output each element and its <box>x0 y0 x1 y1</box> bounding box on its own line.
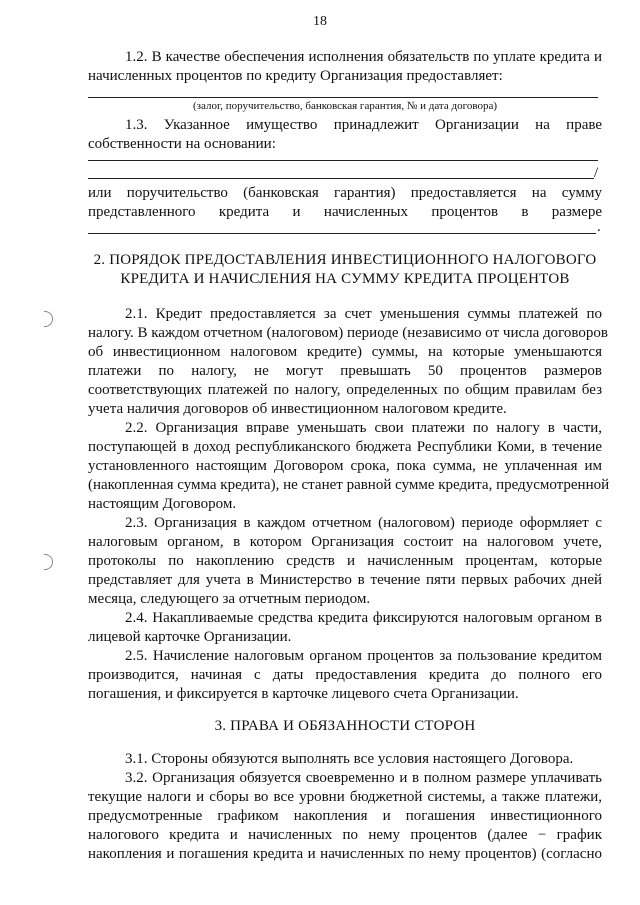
fill-in-line-amount <box>88 233 596 234</box>
paragraph-2-1-line-3: об инвестиционном налоговом кредите) суммы, на которые уменьшаются <box>88 344 602 360</box>
paragraph-2-3-line-5: месяца, следующего за отчетным периодом. <box>88 591 371 607</box>
paragraph-2-2-line-5: настоящим Договором. <box>88 496 237 512</box>
paragraph-2-2-line-2: поступающей в доход республиканского бюджета Республики Коми, в течение <box>88 439 602 455</box>
paragraph-2-1-line-2: налогу. В каждом отчетном (налоговом) периоде (независимо от числа договоров <box>88 325 608 341</box>
paragraph-2-1-line-4: платежи по налогу, не могут превышать 50 процентов размеров <box>88 363 602 379</box>
fill-in-line-basis-1 <box>88 160 598 161</box>
paragraph-2-3-line-1: 2.3. Организация в каждом отчетном (налоговом) периоде оформляет с <box>125 515 602 531</box>
paragraph-2-5-line-2: производится, начиная с даты предоставления кредита до полного его <box>88 667 602 683</box>
paragraph-2-5-line-3: погашения, и фиксируется в карточке лицевого счета Организации. <box>88 686 519 702</box>
section-3-heading: 3. ПРАВА И ОБЯЗАННОСТИ СТОРОН <box>214 718 476 734</box>
paragraph-1-3-cont-line-1: или поручительство (банковская гарантия) предоставляется на сумму <box>88 185 602 201</box>
paragraph-2-5-line-1: 2.5. Начисление налоговым органом процентов за пользование кредитом <box>125 648 602 664</box>
paragraph-2-3-line-2: налоговым органом, в котором Организация состоит на налоговом учете, <box>88 534 602 550</box>
paragraph-2-2-line-3: установленного настоящим Договором срока, пока сумма, не уплаченная им <box>88 458 602 474</box>
paragraph-1-2-line-1: 1.2. В качестве обеспечения исполнения обязательств по уплате кредита и <box>125 49 602 65</box>
paragraph-2-2-line-1: 2.2. Организация вправе уменьшать свои платежи по налогу в части, <box>125 420 602 436</box>
margin-mark <box>44 311 53 327</box>
paragraph-2-1-line-5: соответствующих платежей по налогу, определенных по общим правилам без <box>88 382 602 398</box>
paragraph-1-3-line-1: 1.3. Указанное имущество принадлежит Организации на праве <box>125 117 602 133</box>
slash-mark: / <box>594 165 599 181</box>
page-number: 18 <box>313 14 327 29</box>
paragraph-3-2-line-1: 3.2. Организация обязуется своевременно и в полном размере уплачивать <box>125 770 602 786</box>
paragraph-1-3-line-2: собственности на основании: <box>88 136 276 152</box>
paragraph-2-1-line-6: учета наличия договоров об инвестиционном налоговом кредите. <box>88 401 507 417</box>
paragraph-2-3-line-3: протоколы по накоплению средств и начисленным процентам, которые <box>88 553 602 569</box>
paragraph-3-1: 3.1. Стороны обязуются выполнять все условия настоящего Договора. <box>125 751 574 767</box>
section-2-heading-line-2: КРЕДИТА И НАЧИСЛЕНИЯ НА СУММУ КРЕДИТА ПРОЦЕНТОВ <box>120 271 570 287</box>
paragraph-1-2-line-2: начисленных процентов по кредиту Организация предоставляет: <box>88 68 503 84</box>
paragraph-2-3-line-4: представляет для учета в Министерство в течение пяти первых рабочих дней <box>88 572 602 588</box>
period-mark: . <box>597 219 601 235</box>
paragraph-2-2-line-4: (накопленная сумма кредита), не станет равной сумме кредита, предусмотренной <box>88 477 610 493</box>
paragraph-2-1-line-1: 2.1. Кредит предоставляется за счет уменьшения суммы платежей по <box>125 306 602 322</box>
paragraph-3-2-line-3: предусмотренные графиком накопления и погашения инвестиционного <box>88 808 602 824</box>
section-2-heading-line-1: 2. ПОРЯДОК ПРЕДОСТАВЛЕНИЯ ИНВЕСТИЦИОННОГО НАЛОГОВОГО <box>93 252 597 268</box>
field-caption: (залог, поручительство, банковская гарантия, № и дата договора) <box>192 100 497 112</box>
paragraph-2-4-line-1: 2.4. Накапливаемые средства кредита фиксируются налоговым органом в <box>125 610 602 626</box>
fill-in-line-security <box>88 97 598 98</box>
fill-in-line-basis-2 <box>88 178 594 179</box>
paragraph-3-2-line-4: налогового кредита и начисленных по нему процентов (далее − график <box>88 827 602 843</box>
margin-mark <box>44 554 53 570</box>
paragraph-3-2-line-5: накопления и погашения кредита и начисленных по нему процентов) (согласно <box>88 846 602 862</box>
paragraph-1-3-cont-line-2: представленного кредита и начисленных процентов в размере <box>88 204 602 220</box>
paragraph-2-4-line-2: лицевой карточке Организации. <box>88 629 292 645</box>
paragraph-3-2-line-2: текущие налоги и сборы во все уровни бюджетной системы, а также платежи, <box>88 789 602 805</box>
